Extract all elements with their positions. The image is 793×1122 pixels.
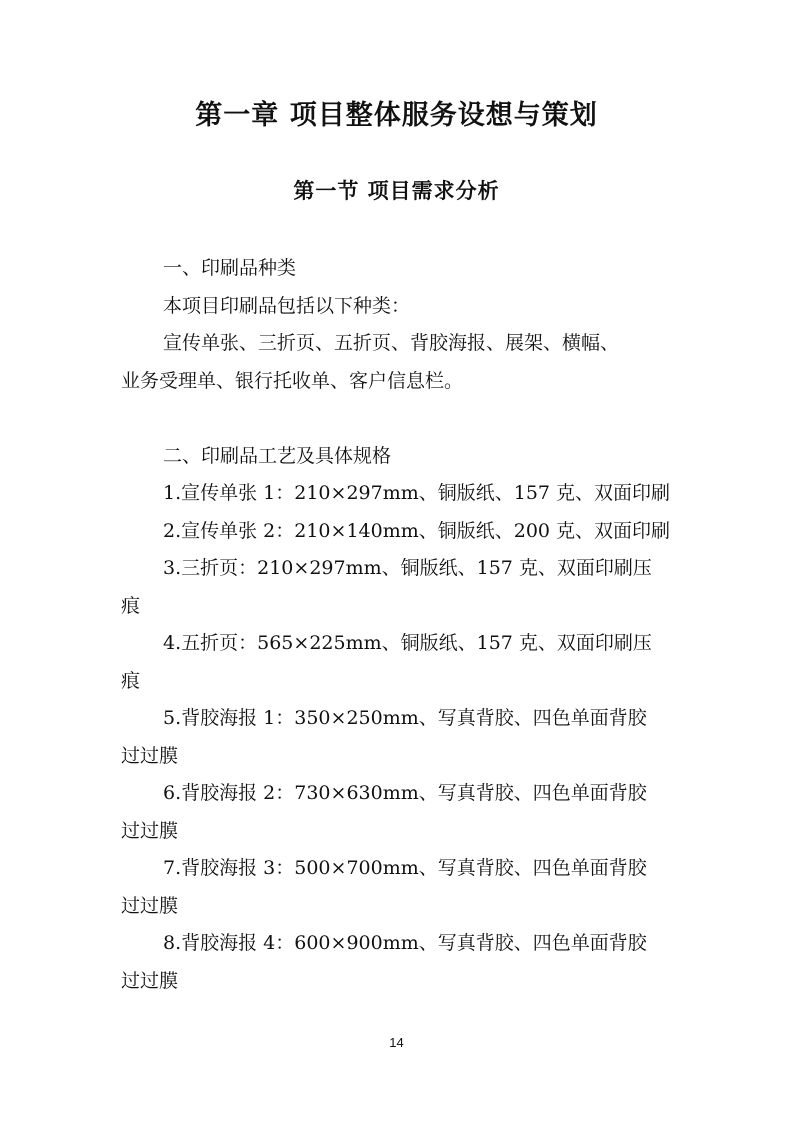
section1-list-line1: 宣传单张、三折页、五折页、背胶海报、展架、横幅、 <box>163 332 620 354</box>
paragraph-gap <box>121 400 677 438</box>
section2-heading: 二、印刷品工艺及具体规格 <box>163 444 392 467</box>
page-number: 14 <box>389 1035 404 1050</box>
document-body <box>121 250 677 1000</box>
spec-item-3-cont: 痕 <box>121 594 141 617</box>
section1-list-line2: 业务受理单、银行托收单、客户信息栏。 <box>121 369 464 392</box>
spec-item-2: 2.宣传单张 2：210×140mm、铜版纸、200 克、双面印刷 <box>163 519 671 542</box>
spec-item-8-cont: 过过膜 <box>121 969 179 992</box>
chapter-title: 第一章 项目整体服务设想与策划 <box>195 100 598 131</box>
section-title: 第一节 项目需求分析 <box>293 179 500 203</box>
spec-item-7-cont: 过过膜 <box>121 894 179 917</box>
section1-intro: 本项目印刷品包括以下种类： <box>163 294 411 317</box>
section1-heading: 一、印刷品种类 <box>163 257 297 279</box>
spec-item-6-cont: 过过膜 <box>121 819 179 842</box>
spec-item-7: 7.背胶海报 3：500×700mm、写真背胶、四色单面背胶 <box>163 857 647 879</box>
spec-item-5-cont: 过过膜 <box>121 744 179 767</box>
spec-item-8: 8.背胶海报 4：600×900mm、写真背胶、四色单面背胶 <box>163 932 647 954</box>
spec-item-4-cont: 痕 <box>121 669 141 692</box>
spec-item-4: 4.五折页：565×225mm、铜版纸、157 克、双面印刷压 <box>163 632 652 654</box>
spec-item-3: 3.三折页：210×297mm、铜版纸、157 克、双面印刷压 <box>163 557 652 579</box>
spec-item-5: 5.背胶海报 1：350×250mm、写真背胶、四色单面背胶 <box>163 707 647 729</box>
spec-item-6: 6.背胶海报 2：730×630mm、写真背胶、四色单面背胶 <box>163 782 647 804</box>
spec-item-1: 1.宣传单张 1：210×297mm、铜版纸、157 克、双面印刷 <box>163 482 671 504</box>
